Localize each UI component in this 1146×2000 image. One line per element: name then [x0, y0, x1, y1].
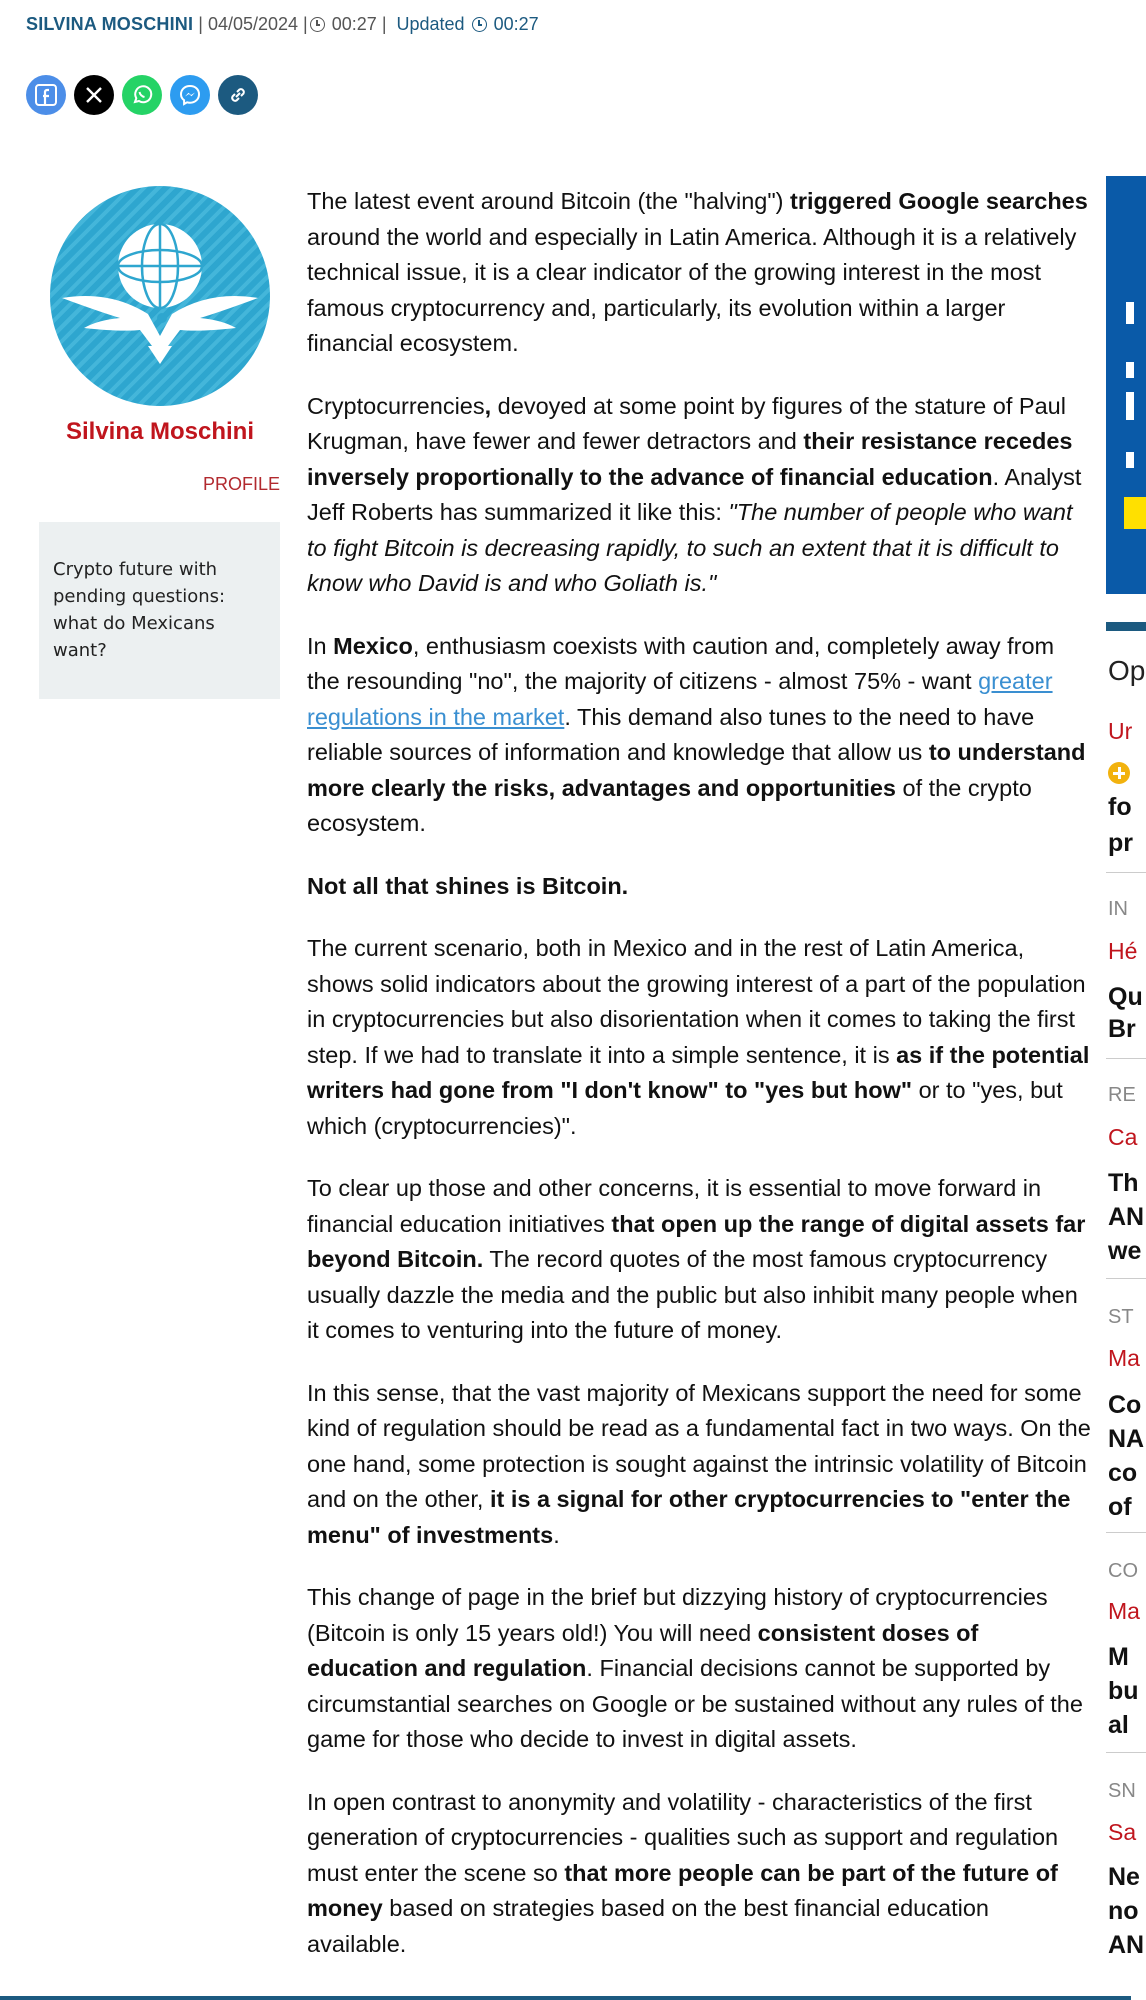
sidebar-item-title[interactable]: Br: [1108, 1015, 1136, 1043]
article-paragraph: To clear up those and other concerns, it is essential to move forward in financial education initiatives that open up the range of digital assets far beyond Bitcoin. The record quotes of the most famous cryptocurrency usually dazzle the media and the public but also inhibit many people when it comes to venturing into the future of money.: [307, 1175, 1086, 1343]
whatsapp-icon: [130, 83, 154, 107]
copy-link-button[interactable]: [218, 75, 258, 115]
author-link[interactable]: SILVINA MOSCHINI: [26, 14, 194, 34]
article-paragraph: In this sense, that the vast majority of Mexicans support the need for some kind of regulation should be read as a fundamental fact in two ways. On the one hand, some protection is sought against the intrinsic volatility of Bitcoin and on the other, it is a signal for other cryptocurrencies to "enter the menu" of investments.: [307, 1379, 1091, 1548]
bold-text: that more people can be part of the future of money: [307, 1859, 1058, 1921]
publish-time: 00:27: [331, 14, 377, 34]
bold-text: Mexico: [333, 632, 413, 659]
sidebar-item-section: CO: [1108, 1560, 1138, 1582]
bottom-border: [0, 1996, 1131, 2000]
bold-text: to understand more clearly the risks, advantages and opportunities: [307, 739, 1086, 801]
right-sidebar: [1106, 0, 1146, 2000]
sidebar-heading: Op: [1108, 655, 1146, 686]
bold-text: ,: [484, 392, 492, 419]
sidebar-item-section: ST: [1108, 1306, 1134, 1328]
bold-text: triggered Google searches: [790, 188, 1088, 214]
quote-text: "The number of people who want to fight Bitcoin is decreasing rapidly, to such an extent that it is difficult to know who David is and who Goliath is.": [307, 499, 1073, 596]
bold-text: Not all that shines is Bitcoin.: [307, 872, 629, 899]
sidebar-item-title[interactable]: pr: [1108, 829, 1133, 857]
globe-eagle-logo: [50, 186, 270, 406]
sidebar-item-section: RE: [1108, 1084, 1136, 1106]
related-article-title[interactable]: Crypto future with pending questions: what do Mexicans want?: [53, 559, 226, 661]
messenger-icon: [178, 83, 202, 107]
facebook-icon: [35, 84, 57, 106]
bold-text: it is a signal for other cryptocurrencies to "enter the menu" of investments: [307, 1486, 1071, 1548]
sidebar-item-section: IN: [1108, 898, 1128, 920]
sidebar-item-section: SN: [1108, 1780, 1136, 1802]
separator: |: [198, 14, 203, 34]
clock-icon: [310, 17, 325, 32]
x-icon: [84, 85, 104, 105]
article-byline: [26, 14, 539, 35]
sidebar-item-title[interactable]: Th: [1108, 1169, 1139, 1197]
separator: |: [303, 14, 308, 34]
article-paragraph: This change of page in the brief but dizzying history of cryptocurrencies (Bitcoin is only 15 years old!) You will need consistent doses of education and regulation. Financial decisions cannot be supported by circumstantial searches on Google or be sustained without any rules of the game for those who decide to invest in digital assets.: [307, 1584, 1083, 1752]
sidebar-item-title[interactable]: fo: [1108, 793, 1132, 821]
article-subheading: [307, 869, 1093, 905]
separator: |: [381, 14, 387, 34]
article-paragraph: The current scenario, both in Mexico and in the rest of Latin America, shows solid indicators about the growing interest of a part of the population in cryptocurrencies but also disorientation when it comes to taking the first step. If we had to translate it into a simple sentence, it is as if the potential writers had gone from "I don't know" to "yes but how" or to "yes, but which (cryptocurrencies)".: [307, 935, 1090, 1139]
updated-time: 00:27: [493, 14, 539, 34]
sidebar-item-title[interactable]: of: [1108, 1493, 1132, 1521]
updated-label: Updated: [396, 14, 465, 34]
messenger-share-button[interactable]: [170, 75, 210, 115]
sidebar-item-title[interactable]: Co: [1108, 1391, 1142, 1419]
bold-text: that open up the range of digital assets far beyond Bitcoin.: [307, 1210, 1086, 1272]
link-icon: [227, 84, 249, 106]
sidebar-item-title[interactable]: al: [1108, 1711, 1129, 1739]
article-paragraph: In open contrast to anonymity and volatility - characteristics of the first generation of cryptocurrencies - qualities such as support and regulation must enter the scene so that more people can be part of the future of money based on strategies based on the best financial education available.: [307, 1788, 1059, 1957]
sidebar-item-title[interactable]: no: [1108, 1897, 1139, 1925]
sidebar-item-title[interactable]: NA: [1108, 1425, 1145, 1453]
clock-icon: [472, 17, 487, 32]
sidebar-item-title[interactable]: M: [1108, 1643, 1129, 1671]
article-paragraph: Cryptocurrencies, devoyed at some point by figures of the stature of Paul Krugman, have fewer and fewer detractors and their resistance recedes inversely proportionally to the advance of financial education. Analyst Jeff Roberts has summarized it like this: "The number of people who want to fight Bitcoin is decreasing rapidly, to such an extent that it is difficult to know who David is and who Goliath is.": [307, 392, 1082, 596]
whatsapp-share-button[interactable]: [122, 75, 162, 115]
article-body: [307, 184, 1093, 1989]
facebook-share-button[interactable]: [26, 75, 66, 115]
inline-link[interactable]: greater regulations in the market: [307, 668, 1053, 730]
author-avatar[interactable]: [50, 186, 270, 406]
sidebar-item-author[interactable]: Ma: [1108, 1345, 1140, 1371]
bold-text: their resistance recedes inversely proportionally to the advance of financial education: [307, 428, 1073, 490]
sidebar-item-author[interactable]: Ca: [1108, 1124, 1138, 1150]
article-paragraph: In Mexico, enthusiasm coexists with caution and, completely away from the resounding "no", the majority of citizens - almost 75% - want greater regulations in the market. This demand also tunes to the need to have reliable sources of information and knowledge that allow us to understand more clearly the risks, advantages and opportunities of the crypto ecosystem.: [307, 632, 1086, 836]
bold-text: consistent doses of education and regulation: [307, 1619, 979, 1681]
publish-date: 04/05/2024: [207, 14, 299, 34]
share-bar: [26, 75, 258, 115]
sidebar-accent-bar: [1106, 622, 1146, 631]
sidebar-item-author[interactable]: Ur: [1108, 718, 1133, 744]
sidebar-item-title[interactable]: Qu: [1108, 983, 1143, 1011]
sidebar-item-title[interactable]: we: [1108, 1237, 1142, 1265]
article-paragraph: The latest event around Bitcoin (the "halving") triggered Google searches around the world and especially in Latin America. Although it is a relatively technical issue, it is a clear indicator of the growing interest in the most famous cryptocurrency and, particularly, its evolution within a larger financial ecosystem.: [307, 188, 1088, 356]
sidebar-item-author[interactable]: Ma: [1108, 1598, 1140, 1624]
sidebar-item-title[interactable]: Ne: [1108, 1863, 1140, 1891]
author-name[interactable]: Silvina Moschini: [65, 418, 255, 445]
plus-icon: [1108, 762, 1130, 784]
sidebar-item-title[interactable]: bu: [1108, 1677, 1139, 1705]
profile-link[interactable]: PROFILE: [202, 474, 280, 494]
sidebar-item-author[interactable]: Sa: [1108, 1819, 1137, 1845]
bold-text: as if the potential writers had gone from "I don't know" to "yes but how": [307, 1041, 1090, 1103]
sidebar-item-title[interactable]: AN: [1108, 1203, 1145, 1231]
sidebar-item-title[interactable]: co: [1108, 1459, 1138, 1487]
advertisement-banner[interactable]: [1106, 176, 1146, 594]
sidebar-item-author[interactable]: Hé: [1108, 938, 1138, 964]
related-article-card[interactable]: [39, 522, 280, 699]
x-share-button[interactable]: [74, 75, 114, 115]
sidebar-item-title[interactable]: AN: [1108, 1931, 1145, 1959]
